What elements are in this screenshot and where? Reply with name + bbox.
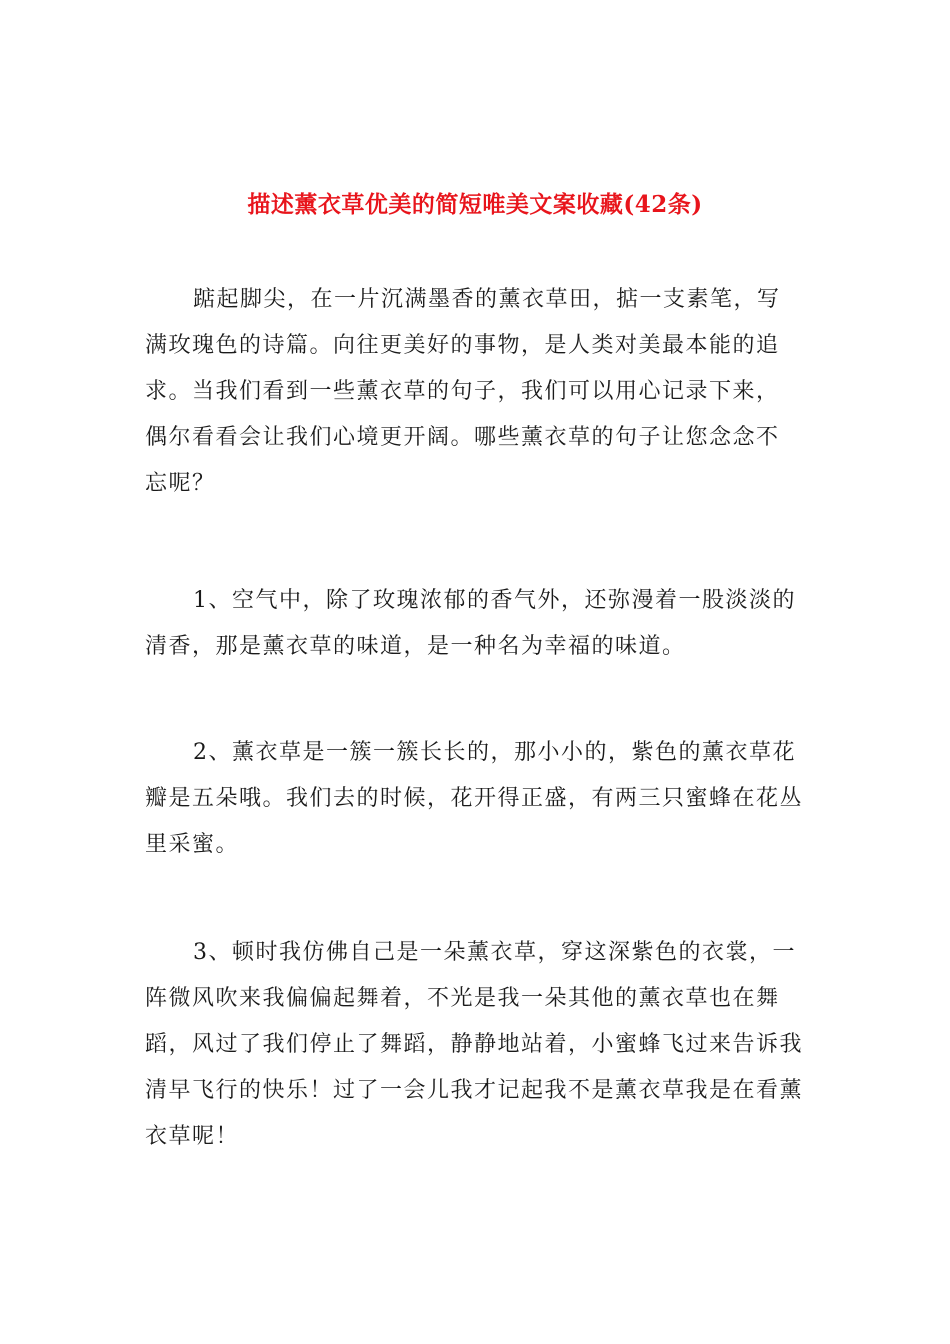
list-item-2-paragraph: 2、薰衣草是一簇一簇长长的，那小小的，紫色的薰衣草花瓣是五朵哦。我们去的时候，花开得正盛，有两三只蜜蜂在花丛里采蜜。 <box>145 740 804 857</box>
list-item-1-paragraph: 1、空气中，除了玫瑰浓郁的香气外，还弥漫着一股淡淡的清香，那是薰衣草的味道，是一种名为幸福的味道。 <box>145 588 796 659</box>
list-item-3-paragraph: 3、顿时我仿佛自己是一朵薰衣草，穿这深紫色的衣裳，一阵微风吹来我偏偏起舞着，不光是我一朵其他的薰衣草也在舞蹈，风过了我们停止了舞蹈，静静地站着，小蜜蜂飞过来告诉我清早飞行的快乐！过了一会儿我才记起我不是薰衣草我是在看薰衣草呢！ <box>145 940 804 1149</box>
intro-paragraph: 踮起脚尖，在一片沉满墨香的薰衣草田，掂一支素笔，写满玫瑰色的诗篇。向往更美好的事物，是人类对美最本能的追求。当我们看到一些薰衣草的句子，我们可以用心记录下来，偶尔看看会让我们心境更开阔。哪些薰衣草的句子让您念念不忘呢？ <box>145 287 781 496</box>
document-title: 描述薰衣草优美的简短唯美文案收藏(42条) <box>247 191 703 219</box>
